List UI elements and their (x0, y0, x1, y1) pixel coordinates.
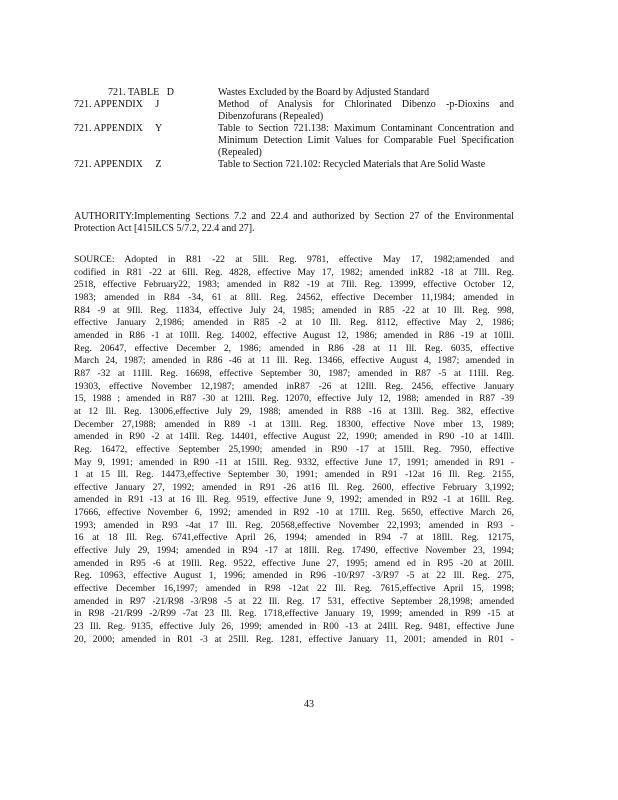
source-line: at 12 Ill. Reg. 13006,effective July 29, 1988; amended in R88 -16 at 13Ill. Reg. 382, effective (74, 405, 514, 417)
source-line: 17666, effective November 6, 1992; amended in R92 -10 at 17Ill. Reg. 5650, effective March 26, (74, 507, 514, 519)
source-line: 2518, effective February22, 1983; amended in R82 -19 at 7Ill. Reg. 13999, effective October 12, (74, 279, 514, 291)
toc-entry (74, 159, 514, 171)
source-line: codified in R81 -22 at 6Ill. Reg. 4828, effective May 17, 1982; amended inR82 -18 at 7Ill. Reg. (74, 266, 514, 278)
toc-entry (74, 123, 514, 159)
toc-entry-description: Table to Section 721.138: Maximum Contaminant Concentration and Minimum Detection Limit Values for Comparable Fuel Specification (Repealed) (218, 123, 514, 158)
source-line: 15, 1988 ; amended in R87 -30 at 12Ill. Reg. 12070, effective July 12, 1988; amended in R87 -39 (74, 393, 514, 405)
source-line: 1983; amended in R84 -34, 61 at 8Ill. Reg. 24562, effective December 11,1984; amended in (74, 291, 514, 303)
source-line: 19303, effective November 12,1987; amended inR87 -26 at 12Ill. Reg. 2456, effective January (74, 380, 514, 392)
toc-entry (74, 87, 514, 99)
authority-paragraph: AUTHORITY:Implementing Sections 7.2 and 22.4 and authorized by Section 27 of the Environmental Protection Act [415ILCS 5/7.2, 22.4 and 27]. (74, 211, 514, 234)
source-line: 20, 2000; amended in R01 -3 at 25Ill. Reg. 1281, effective January 11, 2001; amended in R01 - (74, 633, 514, 645)
toc-entry-label: 721. APPENDIX Z (74, 159, 162, 170)
toc-entry-label: 721. APPENDIX J (74, 99, 160, 110)
toc-entry-label: 721. TABLE D (108, 87, 174, 98)
toc-entry-label: 721. APPENDIX Y (74, 123, 163, 134)
source-line: R87 -32 at 11Ill. Reg. 16698, effective September 30, 1987; amended in R87 -5 at 11Ill. Reg. (74, 367, 514, 379)
source-line: Reg. 10963, effective August 1, 1996; amended in R96 -10/R97 -3/R97 -5 at 22 Ill. Reg. 275, (74, 570, 514, 582)
source-line: effective January 2,1986; amended in R85 -2 at 10 Ill. Reg. 8112, effective May 2, 1986; (74, 317, 514, 329)
toc-entry (74, 99, 514, 123)
source-paragraph (74, 254, 514, 646)
source-line: effective December 16,1997; amended in R98 -12at 22 Ill. Reg. 7615,effective April 15, 1998; (74, 583, 514, 595)
toc-entry-description: Method of Analysis for Chlorinated Dibenzo -p-Dioxins and Dibenzofurans (Repealed) (218, 99, 514, 122)
toc-entry-description: Wastes Excluded by the Board by Adjusted Standard (218, 87, 430, 98)
source-line: amended in R97 -21/R98 -3/R98 -5 at 22 Ill. Reg. 17 531, effective September 28,1998; amended (74, 595, 514, 607)
source-line: R84 -9 at 9Ill. Reg. 11834, effective July 24, 1985; amended in R85 -22 at 10 Ill. Reg. 998, (74, 304, 514, 316)
source-line: amended in R95 -6 at 19Ill. Reg. 9522, effective June 27, 1995; amend ed in R95 -20 at 20Ill. (74, 557, 514, 569)
source-line: 1 at 15 Ill. Reg. 14473,effective September 30, 1991; amended in R91 -12at 16 Ill. Reg. 2155, (74, 469, 514, 481)
source-line: SOURCE: Adopted in R81 -22 at 5Ill. Reg. 9781, effective May 17, 1982;amended and (74, 254, 514, 265)
source-line: Reg. 16472, effective September 25,1990; amended in R90 -17 at 15Ill. Reg. 7950, effective (74, 443, 514, 455)
source-line: effective January 27, 1992; amended in R91 -26 at16 Ill. Reg. 2600, effective February 3,1992; (74, 481, 514, 493)
toc-entry-description: Table to Section 721.102: Recycled Materials that Are Solid Waste (218, 159, 486, 170)
page-number: 43 (304, 699, 314, 710)
source-line: 23 Ill. Reg. 9135, effective July 26, 1999; amended in R00 -13 at 24Ill. Reg. 9481, effective June (74, 621, 514, 633)
source-line: 16 at 18 Ill. Reg. 6741,effective April 26, 1994; amended in R94 -7 at 18Ill. Reg. 12175, (74, 532, 514, 544)
source-line: May 9, 1991; amended in R90 -11 at 15Ill. Reg. 9332, effective June 17, 1991; amended in R91 - (74, 456, 514, 468)
source-line: amended in R90 -2 at 14Ill. Reg. 14401, effective August 22, 1990; amended in R90 -10 at 14Ill. (74, 431, 514, 443)
appendix-table-of-contents (74, 87, 514, 171)
source-line: amended in R91 -13 at 16 Ill. Reg. 9519, effective June 9, 1992; amended in R92 -1 at 16Ill. Reg. (74, 494, 514, 506)
source-line: amended in R86 -1 at 10Ill. Reg. 14002, effective August 12, 1986; amended in R86 -19 at 10Ill. (74, 329, 514, 341)
source-line: December 27,1988; amended in R89 -1 at 13Ill. Reg. 18300, effective Nove mber 13, 1989; (74, 418, 514, 430)
source-line: Reg. 20647, effective December 2, 1986; amended in R86 -28 at 11 Ill. Reg. 6035, effective (74, 342, 514, 354)
source-line: 1993; amended in R93 -4at 17 Ill. Reg. 20568,effective November 22,1993; amended in R93 - (74, 519, 514, 531)
source-line: in R98 -21/R99 -2/R99 -7at 23 Ill. Reg. 1718,effective January 19, 1999; amended in R99 -15 at (74, 608, 514, 620)
source-line: March 24, 1987; amended in R86 -46 at 11 Ill. Reg. 13466, effective August 4, 1987; amended in (74, 355, 514, 367)
source-line: effective July 29, 1994; amended in R94 -17 at 18Ill. Reg. 17490, effective November 23, 1994; (74, 545, 514, 557)
